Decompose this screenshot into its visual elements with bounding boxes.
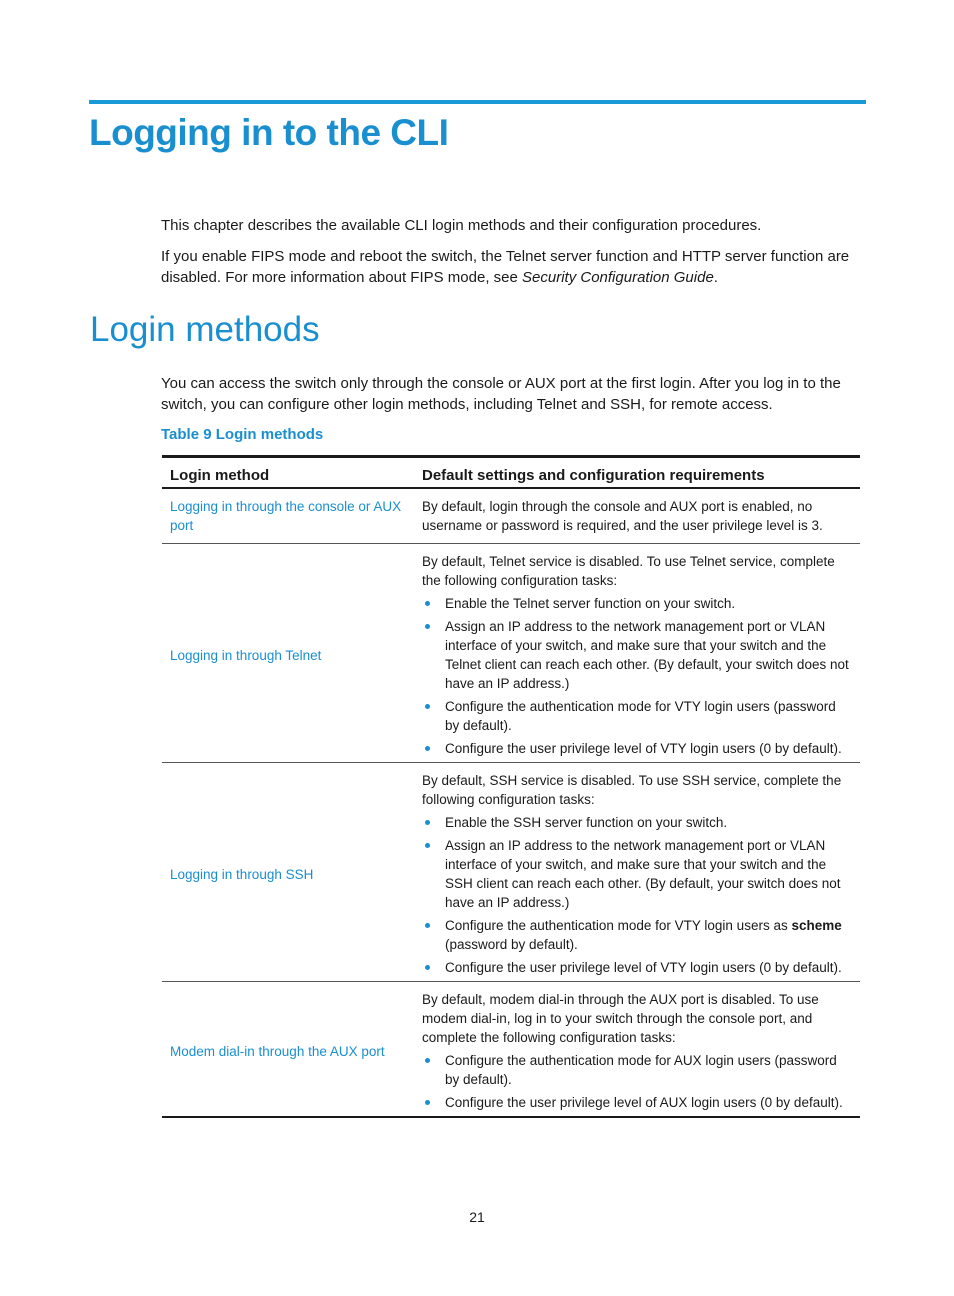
task-text: Enable the SSH server function on your switch. [445,815,728,830]
task-text: Configure the user privilege level of VTY login users (0 by default). [445,741,842,756]
task-text: Enable the Telnet server function on your switch. [445,596,736,611]
bullet-icon [425,601,430,606]
chapter-title: Logging in to the CLI [89,112,449,153]
task-text: Configure the user privilege level of AUX login users (0 by default). [445,1095,843,1110]
list-item [422,958,852,977]
task-text: Assign an IP address to the network management port or VLAN interface of your switch, and make sure that your switch and the Telnet client can reach each other. (By default, your switch does not have an IP address.) [445,619,849,691]
task-text: Configure the authentication mode for VTY login users as [445,918,792,933]
list-item [422,594,852,613]
list-item [422,1051,852,1089]
task-text: (password by default). [445,937,578,952]
link-telnet[interactable]: Logging in through Telnet [170,647,322,663]
header-settings: Default settings and configuration requirements [414,457,860,489]
requirements-text: By default, Telnet service is disabled. To use Telnet service, complete the following configuration tasks: [422,554,835,588]
chapter-rule [89,100,866,104]
task-list [422,594,852,758]
task-text: Configure the authentication mode for VTY login users (password by default). [445,699,836,733]
method-cell [162,763,414,982]
intro-paragraph-2 [161,246,864,288]
list-item [422,813,852,832]
bullet-icon [425,923,430,928]
bullet-icon [425,704,430,709]
guide-reference: Security Configuration Guide [522,269,714,286]
page-number: 21 [469,1209,485,1225]
bullet-icon [425,843,430,848]
table-row [162,544,860,763]
method-cell [162,982,414,1118]
intro-paragraph-1: This chapter describes the available CLI login methods and their configuration procedures. [161,217,762,234]
list-item [422,1093,852,1112]
bullet-icon [425,965,430,970]
table-row [162,982,860,1118]
method-cell [162,544,414,763]
list-item [422,739,852,758]
section-title: Login methods [90,310,320,349]
table-row [162,488,860,544]
requirements-cell [414,488,860,544]
method-cell [162,488,414,544]
table-header-row [162,457,860,489]
table-caption: Table 9 Login methods [161,426,324,443]
task-text: Assign an IP address to the network management port or VLAN interface of your switch, and make sure that your switch and the SSH client can reach each other. (By default, your switch does not have an IP address.) [445,838,841,910]
list-item [422,836,852,912]
requirements-cell [414,982,860,1118]
bullet-icon [425,746,430,751]
link-console-aux[interactable]: Logging in through the console or AUX port [170,499,402,533]
bullet-icon [425,624,430,629]
intro-p2-end: . [713,269,718,286]
intro-p2-text: If you enable FIPS mode and reboot the switch, the Telnet server function and HTTP server function are disabled. For more information about FIPS mode, see [161,248,850,286]
task-list [422,813,852,977]
link-modem-dial-in[interactable]: Modem dial-in through the AUX port [170,1043,385,1059]
scheme-keyword: scheme [791,918,842,933]
link-ssh[interactable]: Logging in through SSH [170,866,314,882]
task-text: Configure the authentication mode for AUX login users (password by default). [445,1053,837,1087]
list-item [422,697,852,735]
requirements-text: By default, SSH service is disabled. To use SSH service, complete the following configuration tasks: [422,773,842,807]
header-login-method: Login method [162,457,414,489]
bullet-icon [425,820,430,825]
list-item [422,916,852,954]
task-list [422,1051,852,1112]
bullet-icon [425,1058,430,1063]
requirements-text: By default, modem dial-in through the AUX port is disabled. To use modem dial-in, log in to your switch through the console port, and complete the following configuration tasks: [422,992,819,1045]
requirements-cell [414,544,860,763]
bullet-icon [425,1100,430,1105]
table-row [162,763,860,982]
task-text: Configure the user privilege level of VTY login users (0 by default). [445,960,842,975]
requirements-text: By default, login through the console and AUX port is enabled, no username or password is required, and the user privilege level is 3. [422,499,823,533]
requirements-cell [414,763,860,982]
login-methods-table [162,455,860,1118]
section-paragraph: You can access the switch only through the console or AUX port at the first login. After you log in to the switch, you can configure other login methods, including Telnet and SSH, for remote access. [161,375,841,413]
list-item [422,617,852,693]
